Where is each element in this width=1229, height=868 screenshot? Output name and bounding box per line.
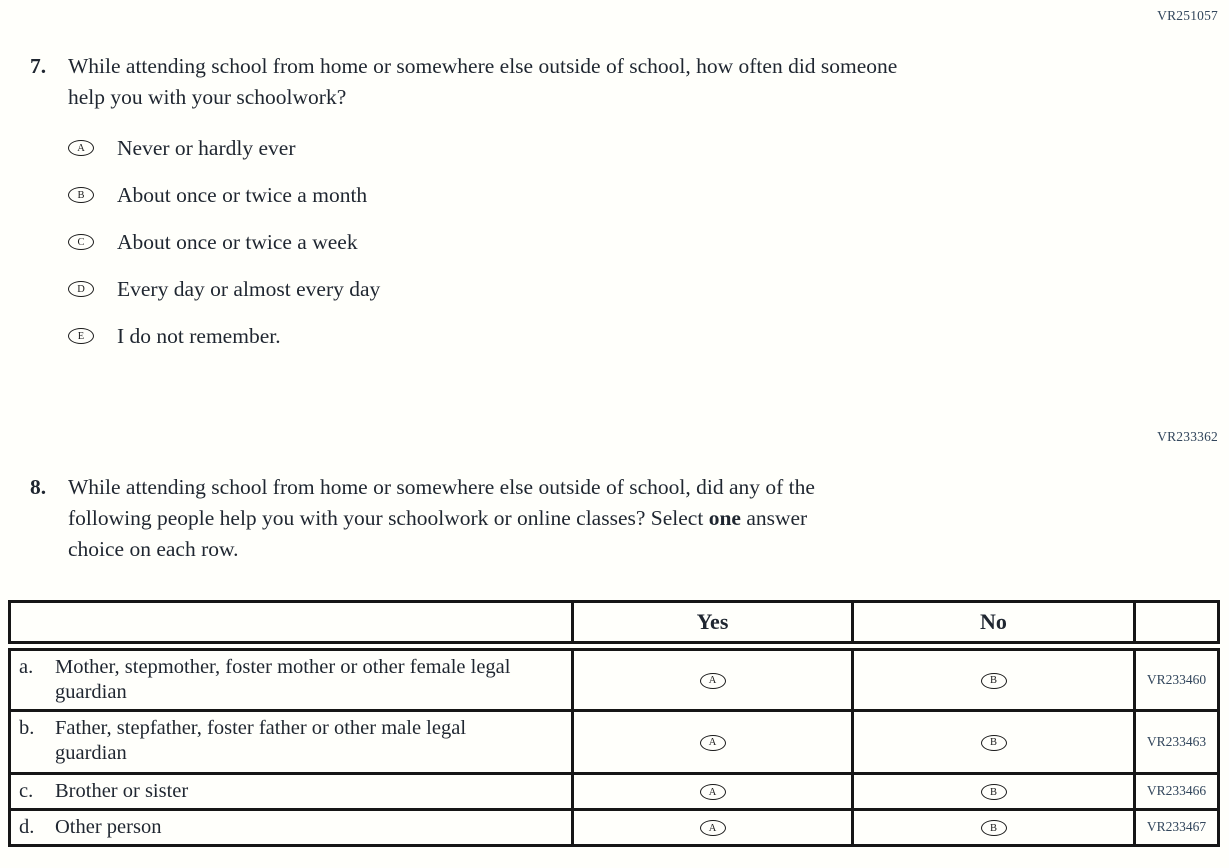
question-7-text-line2: help you with your schoolwork?: [68, 85, 347, 109]
table-header-no: No: [853, 602, 1135, 646]
no-bubble-row-c[interactable]: B: [981, 784, 1007, 800]
option-label: I do not remember.: [117, 323, 281, 348]
row-letter: d.: [19, 815, 35, 838]
table-header-row: [10, 602, 1219, 646]
row-text: Other person: [55, 815, 162, 838]
question-7-text-line1: While attending school from home or somewhere else outside of school, how often did someone: [68, 54, 898, 78]
yes-cell: [573, 646, 853, 711]
question-8-line2-post: answer: [740, 506, 808, 530]
table-row-other-person: [10, 809, 1219, 845]
yes-bubble-row-a[interactable]: A: [700, 673, 726, 689]
table-header-yes: Yes: [573, 602, 853, 646]
question-8: [30, 472, 815, 565]
yes-cell: [573, 809, 853, 845]
question-8-form-code: VR233362: [1157, 429, 1218, 444]
no-bubble-row-a[interactable]: B: [981, 673, 1007, 689]
row-letter: c.: [19, 779, 34, 802]
question-8-text-line2: [68, 503, 815, 534]
no-bubble-row-b[interactable]: B: [981, 735, 1007, 751]
answer-bubble-a[interactable]: A: [68, 140, 94, 156]
no-cell: [853, 710, 1135, 773]
question-7: [30, 51, 897, 368]
answer-bubble-b[interactable]: B: [68, 187, 94, 203]
row-letter: a.: [19, 655, 34, 678]
question-8-line2-bold: one: [708, 506, 741, 530]
option-once-or-twice-a-month: [68, 180, 897, 210]
row-label-cell: [10, 773, 573, 809]
row-code: VR233460: [1135, 646, 1219, 711]
table-header-code-blank: [1135, 602, 1219, 646]
row-label-cell: [10, 710, 573, 773]
row-text: Father, stepfather, foster father or other male legal guardian: [55, 716, 467, 764]
table-header-blank: [10, 602, 573, 646]
option-every-day: [68, 274, 897, 304]
row-label-cell: [10, 646, 573, 711]
answer-bubble-d[interactable]: D: [68, 281, 94, 297]
option-label: Every day or almost every day: [117, 276, 381, 301]
option-do-not-remember: [68, 321, 897, 351]
row-text: Brother or sister: [55, 779, 189, 802]
question-8-text-line3: choice on each row.: [68, 537, 239, 561]
no-cell: [853, 809, 1135, 845]
question-8-number: 8.: [30, 475, 47, 499]
row-letter: b.: [19, 716, 35, 739]
question-8-answer-table: [8, 600, 1220, 847]
option-never-or-hardly-ever: [68, 133, 897, 163]
yes-bubble-row-b[interactable]: A: [700, 735, 726, 751]
table-row-mother: [10, 646, 1219, 711]
question-7-form-code: VR251057: [1157, 8, 1218, 23]
row-code: VR233467: [1135, 809, 1219, 845]
question-7-number: 7.: [30, 54, 47, 78]
no-cell: [853, 646, 1135, 711]
question-8-text-line1: While attending school from home or somewhere else outside of school, did any of the: [68, 475, 815, 499]
yes-cell: [573, 710, 853, 773]
no-cell: [853, 773, 1135, 809]
option-label: About once or twice a week: [117, 229, 358, 254]
row-code: VR233466: [1135, 773, 1219, 809]
answer-bubble-e[interactable]: E: [68, 328, 94, 344]
option-label: Never or hardly ever: [117, 135, 296, 160]
row-code: VR233463: [1135, 710, 1219, 773]
table-row-father: [10, 710, 1219, 773]
answer-bubble-c[interactable]: C: [68, 234, 94, 250]
yes-bubble-row-d[interactable]: A: [700, 820, 726, 836]
option-once-or-twice-a-week: [68, 227, 897, 257]
yes-bubble-row-c[interactable]: A: [700, 784, 726, 800]
row-text: Mother, stepmother, foster mother or other female legal guardian: [55, 655, 511, 703]
question-8-line2-pre: following people help you with your schoolwork or online classes? Select: [68, 506, 709, 530]
option-label: About once or twice a month: [117, 182, 368, 207]
no-bubble-row-d[interactable]: B: [981, 820, 1007, 836]
yes-cell: [573, 773, 853, 809]
table-row-brother-or-sister: [10, 773, 1219, 809]
question-7-options: [68, 133, 897, 351]
row-label-cell: [10, 809, 573, 845]
